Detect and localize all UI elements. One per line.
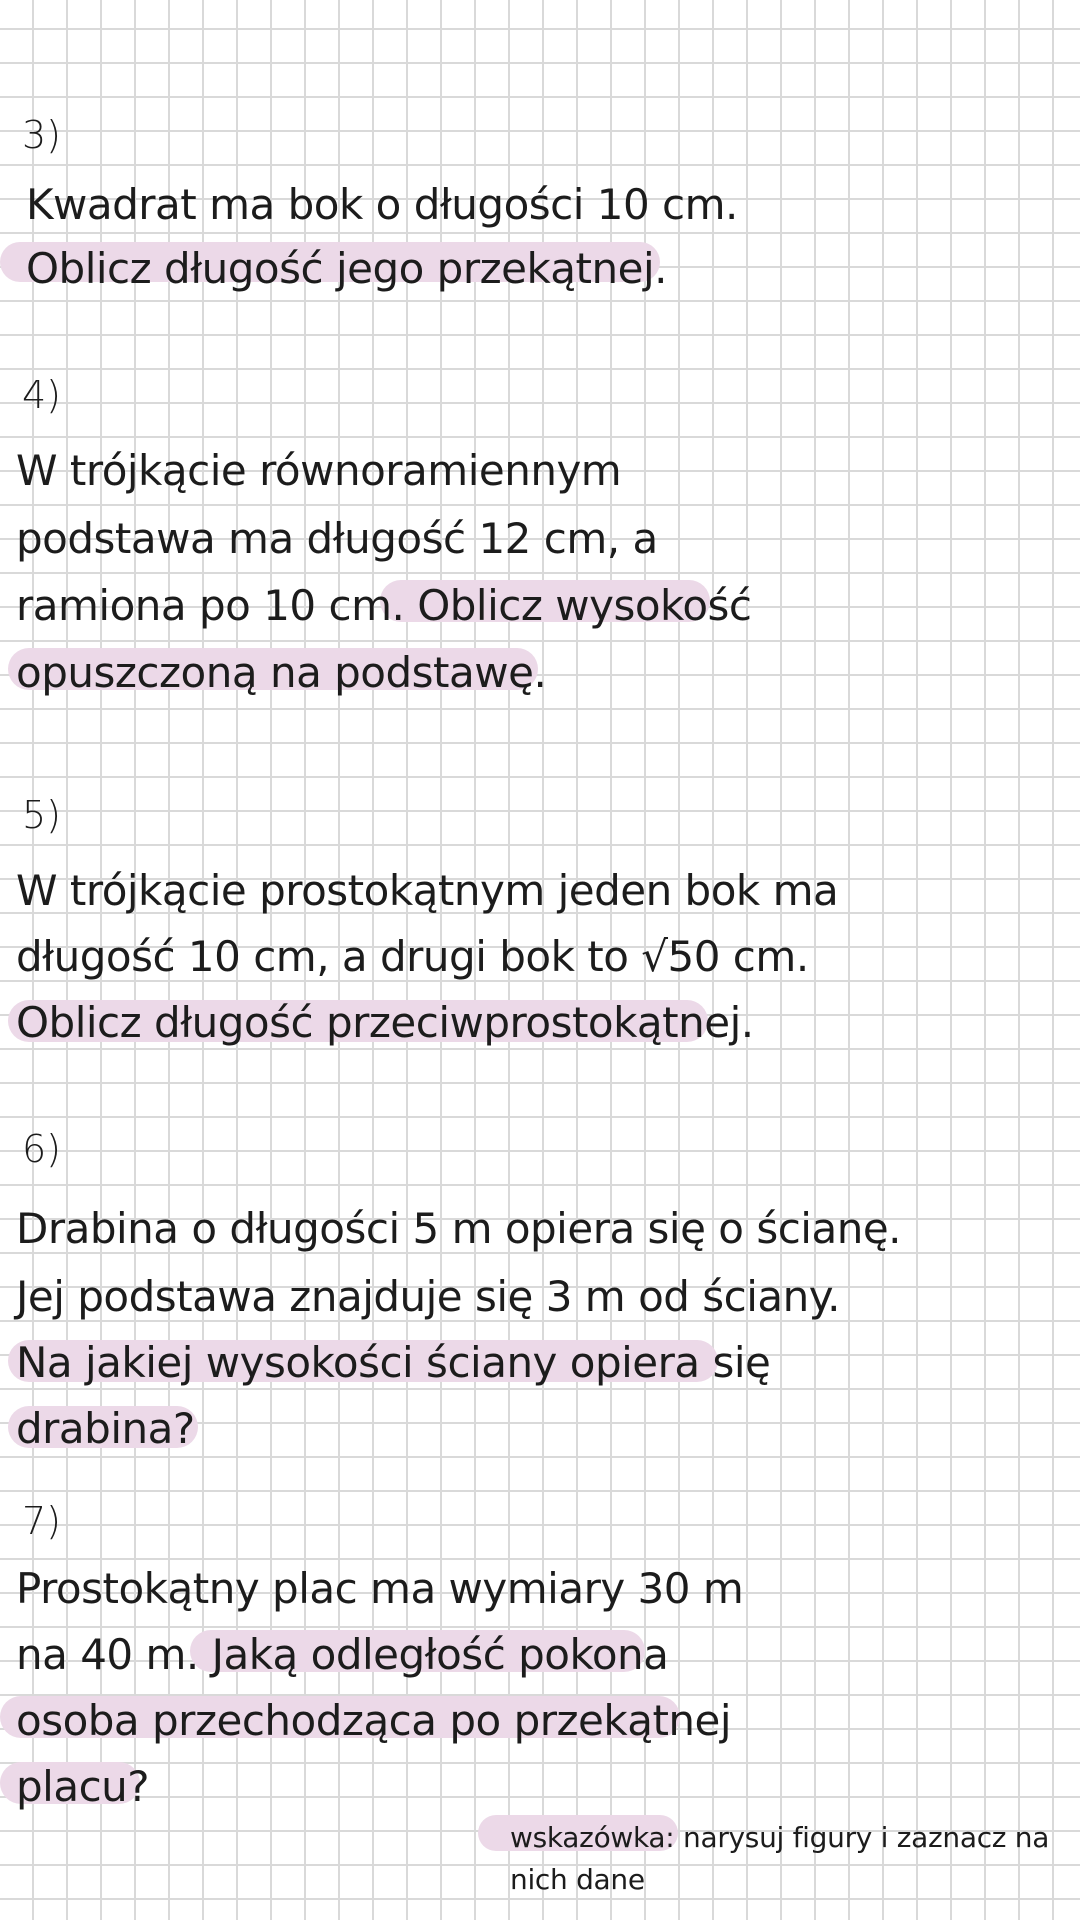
task-text-line: W trójkącie równoramiennym xyxy=(16,446,622,495)
task-number: 6) xyxy=(22,1127,62,1171)
task-text-line: Prostokątny plac ma wymiary 30 m xyxy=(16,1564,744,1613)
task-number: 3) xyxy=(22,113,62,157)
task-text-line: W trójkącie prostokątnym jeden bok ma xyxy=(16,866,839,915)
task-text-line: opuszczoną na podstawę. xyxy=(16,648,547,697)
task-text-line: osoba przechodząca po przekątnej xyxy=(16,1696,732,1745)
task-text-line: Oblicz długość jego przekątnej. xyxy=(26,244,667,293)
task-text-line: Oblicz długość przeciwprostokątnej. xyxy=(16,998,754,1047)
task-text-line: drabina? xyxy=(16,1404,195,1453)
task-text-line: Drabina o długości 5 m opiera się o ścianę. xyxy=(16,1204,902,1253)
task-text-line: podstawa ma długość 12 cm, a xyxy=(16,514,658,563)
task-number: 5) xyxy=(22,793,62,837)
task-text-line: Na jakiej wysokości ściany opiera się xyxy=(16,1338,771,1387)
task-number: 7) xyxy=(22,1499,62,1543)
task-text-line: placu? xyxy=(16,1762,150,1811)
task-text-line: długość 10 cm, a drugi bok to √50 cm. xyxy=(16,932,809,981)
task-text-line: ramiona po 10 cm. Oblicz wysokość xyxy=(16,581,752,630)
task-text-line: Kwadrat ma bok o długości 10 cm. xyxy=(26,180,738,229)
hint-text-line: wskazówka: narysuj figury i zaznacz na xyxy=(510,1821,1050,1854)
task-number: 4) xyxy=(22,373,62,417)
task-text-line: Jej podstawa znajduje się 3 m od ściany. xyxy=(16,1272,840,1321)
hint-text-line: nich dane xyxy=(510,1863,645,1896)
task-text-line: na 40 m. Jaką odległość pokona xyxy=(16,1630,669,1679)
